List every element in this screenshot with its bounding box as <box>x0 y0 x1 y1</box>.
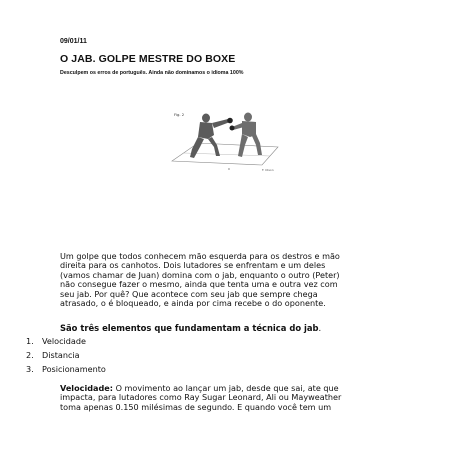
article-subtitle: Desculpem os erros de português. Ainda não dominamos o idioma 100% <box>60 70 244 76</box>
list-item-number: 2. <box>26 350 34 360</box>
post-date: 09/01/11 <box>60 38 87 45</box>
intro-line: Um golpe que todos conhecem mão esquerda para os destros e mão <box>60 251 340 261</box>
velocity-line-text: O movimento ao lançar um jab, desde que sai, ate que <box>113 383 339 393</box>
velocity-line: impacta, para lutadores como Ray Sugar Leonard, Ali ou Mayweather <box>60 392 342 403</box>
fighter-left <box>190 114 233 159</box>
elements-heading-end: . <box>318 323 322 333</box>
intro-line: atrasado, o é bloqueado, e ainda por cima recebe o do oponente. <box>60 298 326 309</box>
boxing-illustration <box>170 103 290 183</box>
list-item-number: 1. <box>26 336 34 346</box>
intro-line: não consegue fazer o mesmo, ainda que tenta uma e outra vez com <box>60 279 338 290</box>
intro-paragraph <box>60 252 395 308</box>
figure-label: Fig. 2 <box>174 112 185 117</box>
velocity-term: Velocidade: <box>60 383 113 393</box>
intro-line: direita para os canhotos. Dois lutadores se enfrentam e um deles <box>60 260 326 271</box>
ring-floor <box>172 143 278 165</box>
floor-guide-line <box>184 153 270 156</box>
figure-axis-label: x <box>228 167 230 171</box>
velocity-line: toma apenas 0.150 milésimas de segundo. E quando você tem um <box>60 401 332 412</box>
figure-credit: F. Olson <box>262 168 274 172</box>
list-item-label: Velocidade <box>42 336 87 346</box>
velocity-paragraph <box>60 384 395 412</box>
article-title: O JAB. GOLPE MESTRE DO BOXE <box>60 53 236 65</box>
elements-heading-text: São três elementos que fundamentam a técnica do jab <box>60 323 319 333</box>
intro-line: (vamos chamar de Juan) domina com o jab, enquanto o outro (Peter) <box>60 269 340 280</box>
fighter-right <box>230 113 263 158</box>
list-item-label: Posicionamento <box>42 364 106 374</box>
elements-heading <box>60 323 321 333</box>
list-item-label: Distancia <box>42 350 80 360</box>
intro-line: seu jab. Por quê? Que acontece com seu jab que sempre chega <box>60 288 318 299</box>
list-item-number: 3. <box>26 364 34 374</box>
